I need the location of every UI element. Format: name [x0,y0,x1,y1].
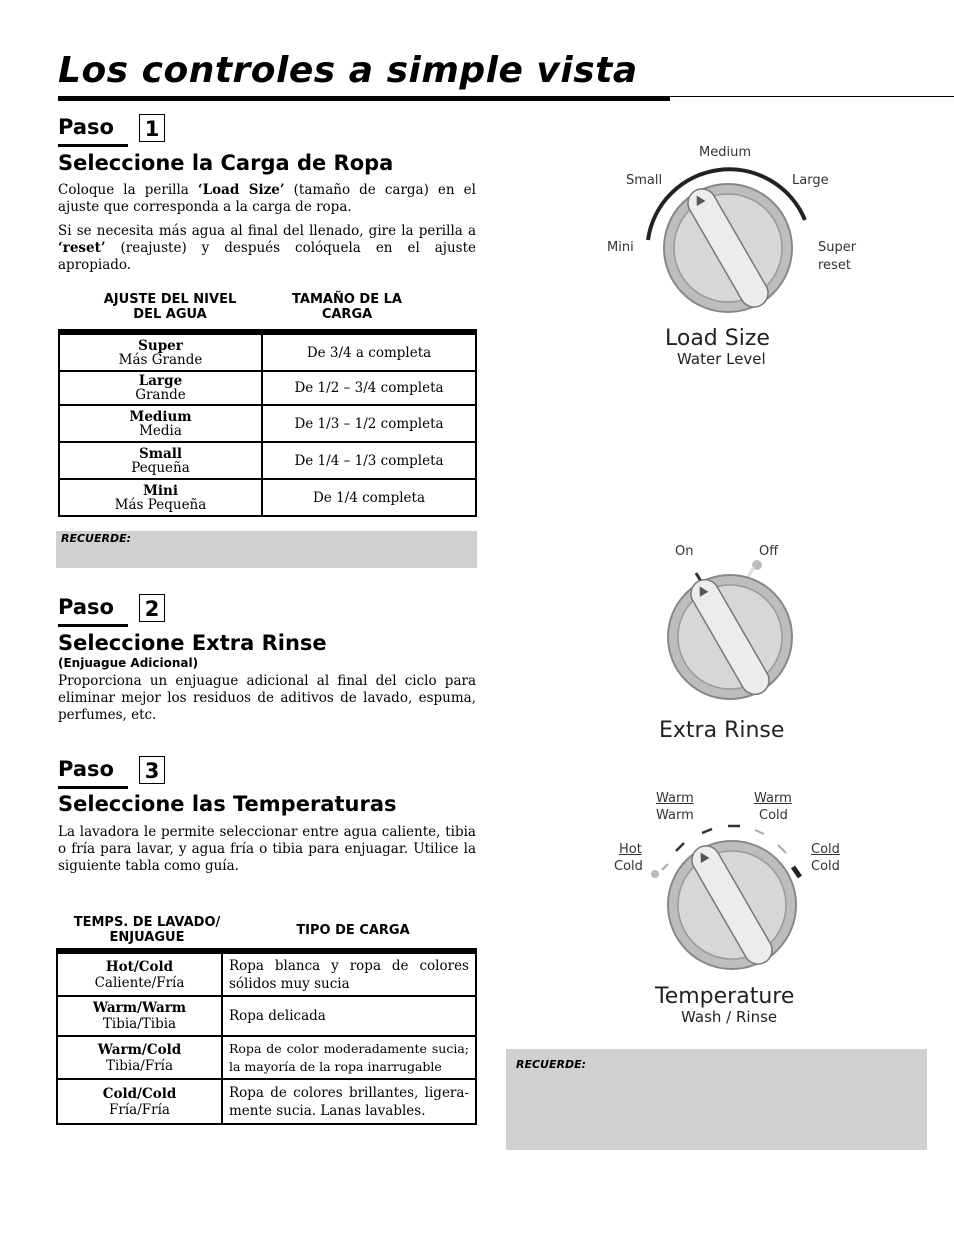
temp-english: Cold/Cold [102,1085,177,1102]
extra-rinse-title: Extra Rinse [659,718,785,743]
load-size-cell: De 1/2 – 3/4 completa [262,371,476,405]
table-row [59,405,476,442]
water-level-setting-cell [59,334,262,371]
step1-paragraph-1: Coloque la perilla ‘Load Size’ (tamaño de carga) en el ajuste que corresponda a la carga de ropa. [58,182,476,215]
knob-label-cold-cold-2: Cold [811,859,840,874]
table-row [57,953,476,996]
water-level-setting-cell [59,479,262,516]
step2-number: 2 [139,594,165,622]
knob-label-mini: Mini [607,240,634,255]
setting-spanish: Más Grande [118,351,203,368]
water-level-setting-cell [59,405,262,442]
setting-english: Large [138,373,183,389]
knob-label-large: Large [792,173,829,188]
load-size-title: Load Size [665,326,770,351]
table-row [57,996,476,1036]
knob-label-off: Off [759,544,779,559]
temperature-setting-cell [57,1036,222,1079]
remember-box-1 [56,531,477,568]
temp-spanish: Tibia/Tibia [102,1016,177,1032]
step2-heading: Seleccione Extra Rinse [58,631,327,655]
knob-label-warm-cold-1: Warm [754,791,792,806]
title-rule [58,96,670,101]
temperature-setting-cell [57,953,222,996]
page-title: Los controles a simple vista [58,50,638,91]
load-size-table [58,333,477,517]
setting-english: Super [138,337,183,354]
step2-subheading: (Enjuague Adicional) [58,656,199,670]
temp-spanish: Caliente/Fría [94,974,185,991]
step1-col-header-setting: AJUSTE DEL NIVEL DEL AGUA [103,292,237,322]
knob-label-small: Small [626,173,663,188]
temp-english: Warm/Cold [97,1041,182,1058]
table-row [59,371,476,405]
water-level-setting-cell [59,442,262,479]
load-size-knob[interactable] [600,140,870,315]
step2-paragraph: Proporciona un enjuague adicional al final del ciclo para eliminar mejor los residuos de aditivos de lavado, espuma, perfumes, etc. [58,673,476,723]
load-size-cell: De 1/4 – 1/3 completa [262,442,476,479]
knob-label-warm-warm-1: Warm [656,791,694,806]
table-row [59,334,476,371]
load-type-cell: Ropa blanca y ropa de colores sólidos muy sucia [222,953,476,996]
step1-paso-underline [58,144,128,147]
setting-english: Small [138,445,183,462]
temperature-title: Temperature [655,984,795,1009]
step1-paso-label: Paso [58,115,114,139]
remember-label-2: RECUERDE: [516,1058,587,1071]
temp-spanish: Tibia/Fría [105,1057,174,1074]
temp-english: Warm/Warm [92,1000,187,1016]
step3-col-header-type: TIPO DE CARGA [296,923,410,938]
setting-english: Medium [129,408,192,425]
table-row [59,442,476,479]
setting-spanish: Pequeña [131,459,190,476]
knob-label-reset: reset [818,258,851,273]
setting-spanish: Media [139,422,182,439]
step1-paragraph-2: Si se necesita más agua al final del llenado, gire la perilla a ‘reset’ (reajuste) y después colóquela en el ajuste apropiado. [58,223,476,273]
knob-label-on: On [675,544,694,559]
setting-spanish: Grande [135,387,186,403]
remember-label-1: RECUERDE: [61,532,132,545]
knob-label-super: Super [818,240,857,255]
load-type-cell: Ropa de color moderadamente sucia; la mayoría de la ropa inarrugable [222,1036,476,1079]
step3-number: 3 [139,756,165,784]
step2-paso-label: Paso [58,595,114,619]
step1-number: 1 [139,114,165,142]
knob-label-cold-cold-1: Cold [811,842,840,857]
title-rule-thin [670,96,954,97]
knob-label-warm-warm-2: Warm [656,808,694,823]
knob-label-warm-cold-2: Cold [759,808,788,823]
table-row [57,1036,476,1079]
load-type-cell: Ropa delicada [222,996,476,1036]
step1-col-header-size: TAMAÑO DE LA CARGA [292,292,402,322]
load-size-cell: De 3/4 a completa [262,334,476,371]
step3-paso-underline [58,786,128,789]
knob-label-medium: Medium [699,145,751,160]
load-size-cell: De 1/3 – 1/2 completa [262,405,476,442]
knob-label-hot-cold-2: Cold [614,859,643,874]
setting-spanish: Más Pequeña [114,496,207,513]
setting-english: Mini [142,482,178,499]
table-row [59,479,476,516]
step3-paso-label: Paso [58,757,114,781]
temperature-table [56,952,477,1125]
load-type-cell: Ropa de colores brillantes, ligera-mente sucia. Lanas lavables. [222,1079,476,1124]
step1-heading: Seleccione la Carga de Ropa [58,151,394,175]
temp-english: Hot/Cold [105,958,174,975]
temperature-setting-cell [57,1079,222,1124]
step2-paso-underline [58,624,128,627]
load-size-subtitle: Water Level [677,350,766,368]
remember-box-2 [506,1049,927,1150]
knob-label-hot-cold-1: Hot [619,842,642,857]
step3-paragraph: La lavadora le permite seleccionar entre agua caliente, tibia o fría para lavar, y agua fría o tibia para enjuagar. Utilice la siguiente tabla como guía. [58,824,476,874]
step3-heading: Seleccione las Temperaturas [58,792,397,816]
temp-spanish: Fría/Fría [109,1101,170,1118]
table-row [57,1079,476,1124]
extra-rinse-knob[interactable] [640,555,820,715]
load-size-cell: De 1/4 completa [262,479,476,516]
temperature-knob[interactable] [640,815,820,990]
step3-col-header-temps: TEMPS. DE LAVADO/ ENJUAGUE [73,915,221,945]
water-level-setting-cell [59,371,262,405]
temperature-subtitle: Wash / Rinse [681,1008,778,1026]
temperature-setting-cell [57,996,222,1036]
